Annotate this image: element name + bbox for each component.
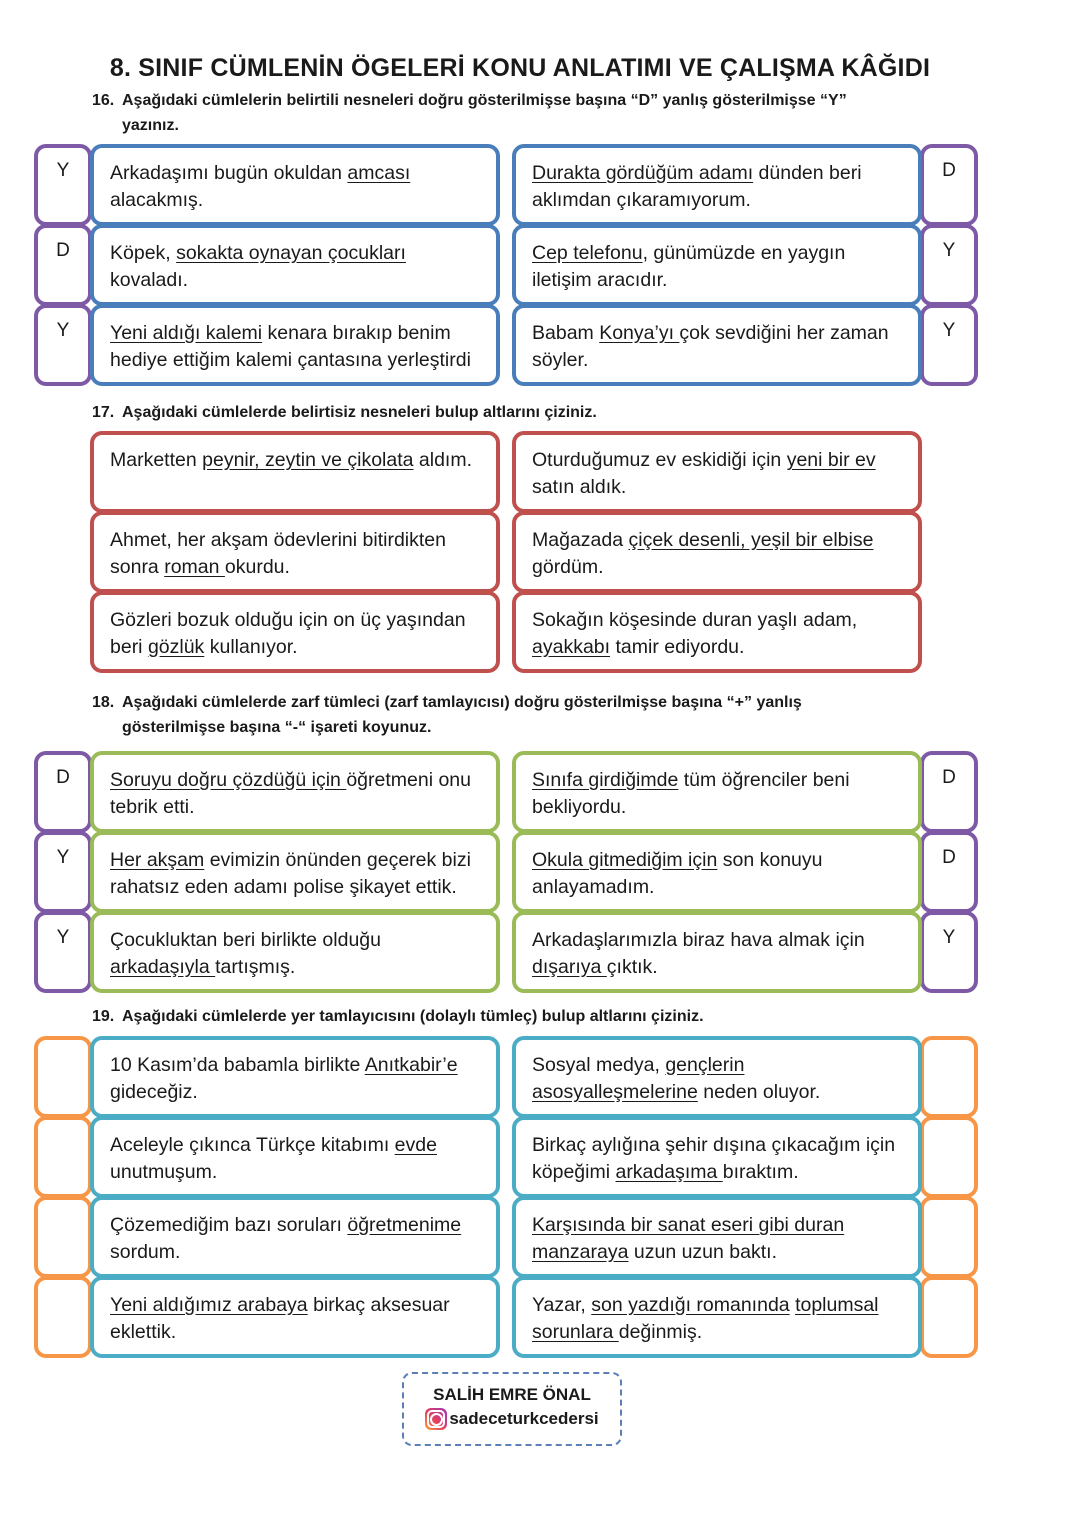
underlined-phrase: son yazdığı romanında: [591, 1294, 790, 1316]
sentence-box-right: [512, 911, 922, 993]
sentence-text: birkaç aksesuar eklettik.: [110, 1294, 450, 1343]
sentence-box-left: [90, 224, 500, 306]
answer-box-left[interactable]: Y: [34, 304, 92, 386]
answer-box-right[interactable]: Y: [920, 911, 978, 993]
question-19: [92, 1004, 932, 1029]
sentence-text: sordum.: [110, 1241, 181, 1263]
question-16: [92, 88, 932, 138]
sentence-text: tamir ediyordu.: [610, 636, 745, 658]
underlined-phrase: gözlük: [147, 636, 205, 658]
sentence-box-right: [512, 1196, 922, 1278]
question-text: Aşağıdaki cümlelerde zarf tümleci (zarf tamlayıcısı) doğru gösterilmişse başına “+” yanlış: [122, 694, 802, 711]
sentence-text: Çocukluktan beri birlikte olduğu: [110, 929, 381, 951]
sentence-box-right: [512, 1276, 922, 1358]
sentence-box-left: [90, 591, 500, 673]
underlined-phrase: Karşısında bir sanat eseri gibi duran manzaraya: [532, 1214, 845, 1263]
sentence-box-left: [90, 911, 500, 993]
sentence-box-right: [512, 511, 922, 593]
answer-box-left[interactable]: D: [34, 224, 92, 306]
sentence-text: dünden beri aklımdan çıkaramıyorum.: [532, 162, 862, 211]
answer-box-left[interactable]: [34, 1036, 92, 1118]
underlined-phrase: arkadaşıma: [615, 1161, 723, 1183]
sentence-text: 10 Kasım’da babamla birlikte: [110, 1054, 365, 1076]
sentence-text: tüm öğrenciler beni bekliyordu.: [532, 769, 850, 818]
sentence-text: Ahmet, her akşam ödevlerini bitirdikten sonra: [110, 529, 446, 578]
sentence-box-left: [90, 431, 500, 513]
answer-box-right[interactable]: D: [920, 144, 978, 226]
sentence-text: unutmuşum.: [110, 1161, 218, 1183]
sentence-text: Aceleyle çıkınca Türkçe kitabımı: [110, 1134, 395, 1156]
sentence-box-right: [512, 1036, 922, 1118]
sentence-text: Çözemediğim bazı soruları: [110, 1214, 348, 1236]
sentence-text: uzun uzun baktı.: [628, 1241, 777, 1263]
sentence-text: Arkadaşlarımızla biraz hava almak için: [532, 929, 865, 951]
answer-box-right[interactable]: [920, 1196, 978, 1278]
sentence-text: değinmiş.: [618, 1321, 703, 1343]
underlined-phrase: peynir, zeytin ve çikolata: [202, 449, 414, 471]
sentence-box-right: [512, 224, 922, 306]
underlined-phrase: Durakta gördüğüm adamı: [532, 162, 754, 184]
underlined-phrase: Sınıfa girdiğimde: [532, 769, 679, 791]
underlined-phrase: evde: [394, 1134, 437, 1156]
sentence-text: evimizin önünden geçerek bizi rahatsız eden adamı polise şikayet ettik.: [110, 849, 471, 898]
answer-box-left[interactable]: [34, 1116, 92, 1198]
underlined-phrase: Her akşam: [110, 849, 205, 871]
sentence-text: kovaladı.: [110, 269, 189, 291]
underlined-phrase: öğretmenime: [347, 1214, 462, 1236]
sentence-box-right: [512, 304, 922, 386]
answer-box-right[interactable]: D: [920, 751, 978, 833]
sentence-box-left: [90, 511, 500, 593]
underlined-phrase: dışarıya: [532, 956, 607, 978]
question-number: 17.: [92, 404, 115, 421]
underlined-phrase: Konya’yı: [599, 322, 680, 344]
answer-box-right[interactable]: D: [920, 831, 978, 913]
underlined-phrase: Okula gitmediğim için: [532, 849, 718, 871]
sentence-box-left: [90, 1116, 500, 1198]
underlined-phrase: Yeni aldığımız arabaya: [110, 1294, 308, 1316]
question-text: Aşağıdaki cümlelerde belirtisiz nesneleri bulup altlarını çiziniz.: [122, 404, 597, 421]
answer-box-right[interactable]: [920, 1116, 978, 1198]
sentence-box-left: [90, 144, 500, 226]
sentence-text: çıktık.: [606, 956, 658, 978]
underlined-phrase: Anıtkabir’e: [364, 1054, 458, 1076]
sentence-text: Birkaç aylığına şehir dışına çıkacağım için köpeğimi: [532, 1134, 896, 1183]
instagram-handle[interactable]: [404, 1408, 620, 1430]
sentence-text: tartışmış.: [215, 956, 296, 978]
sentence-box-left: [90, 304, 500, 386]
question-number: 16.: [92, 92, 115, 109]
sentence-text: kullanıyor.: [204, 636, 298, 658]
sentence-box-left: [90, 1196, 500, 1278]
sentence-text: okurdu.: [224, 556, 290, 578]
sentence-text: Oturduğumuz ev eskidiği için: [532, 449, 787, 471]
question-number: 19.: [92, 1008, 115, 1025]
sentence-box-right: [512, 144, 922, 226]
sentence-text: , günümüzde en yaygın iletişim aracıdır.: [532, 242, 846, 291]
sentence-box-left: [90, 1276, 500, 1358]
sentence-text: neden oluyor.: [697, 1081, 821, 1103]
underlined-phrase: çiçek desenli, yeşil bir elbise: [628, 529, 874, 551]
sentence-text: Sosyal medya,: [532, 1054, 666, 1076]
underlined-phrase: roman: [164, 556, 225, 578]
sentence-box-left: [90, 751, 500, 833]
sentence-text: kenara bırakıp benim hediye ettiğim kalemi çantasına yerleştirdi: [110, 322, 471, 371]
sentence-box-right: [512, 831, 922, 913]
author-signature: [402, 1372, 622, 1446]
answer-box-right[interactable]: [920, 1276, 978, 1358]
answer-box-left[interactable]: Y: [34, 831, 92, 913]
question-text: Aşağıdaki cümlelerin belirtili nesneleri doğru gösterilmişse başına “D” yanlış gösterilmişse “Y”: [122, 92, 847, 109]
page-title: 8. SINIF CÜMLENİN ÖGELERİ KONU ANLATIMI VE ÇALIŞMA KÂĞIDI: [109, 54, 931, 82]
underlined-phrase: Cep telefonu: [532, 242, 643, 264]
underlined-phrase: amcası: [347, 162, 411, 184]
answer-box-right[interactable]: [920, 1036, 978, 1118]
question-text: Aşağıdaki cümlelerde yer tamlayıcısını (dolaylı tümleç) bulup altlarını çiziniz.: [122, 1008, 704, 1025]
sentence-box-right: [512, 751, 922, 833]
sentence-box-right: [512, 431, 922, 513]
author-name: SALİH EMRE ÖNAL: [433, 1385, 591, 1404]
sentence-text: Köpek,: [110, 242, 177, 264]
question-18: [92, 690, 932, 740]
question-number: 18.: [92, 694, 115, 711]
sentence-text: Mağazada: [532, 529, 629, 551]
sentence-text: gördüm.: [532, 556, 604, 578]
question-text-cont: yazınız.: [122, 117, 179, 134]
underlined-phrase: sokakta oynayan çocukları: [176, 242, 406, 264]
underlined-phrase: yeni bir ev: [786, 449, 876, 471]
sentence-text: son konuyu anlayamadım.: [532, 849, 823, 898]
answer-box-left[interactable]: Y: [34, 911, 92, 993]
answer-box-right[interactable]: Y: [920, 304, 978, 386]
answer-box-left[interactable]: Y: [34, 144, 92, 226]
sentence-text: Babam: [532, 322, 600, 344]
underlined-phrase: arkadaşıyla: [110, 956, 216, 978]
underlined-phrase: Yeni aldığı kalemi: [110, 322, 263, 344]
answer-box-left[interactable]: D: [34, 751, 92, 833]
sentence-text: bıraktım.: [722, 1161, 799, 1183]
sentence-box-left: [90, 1036, 500, 1118]
sentence-text: Gözleri bozuk olduğu için on üç yaşından beri: [110, 609, 466, 658]
sentence-box-left: [90, 831, 500, 913]
sentence-text: gideceğiz.: [110, 1081, 198, 1103]
answer-box-left[interactable]: [34, 1196, 92, 1278]
sentence-text: öğretmeni onu tebrik etti.: [110, 769, 471, 818]
question-17: [92, 400, 932, 425]
instagram-icon: [425, 1408, 447, 1430]
sentence-text: alacakmış.: [110, 189, 204, 211]
sentence-text: Marketten: [110, 449, 203, 471]
sentence-text: aldım.: [413, 449, 473, 471]
sentence-box-right: [512, 1116, 922, 1198]
sentence-text: Yazar,: [532, 1294, 592, 1316]
sentence-box-right: [512, 591, 922, 673]
question-text-cont: gösterilmişse başına “-“ işareti koyunuz.: [122, 719, 432, 736]
sentence-text: Sokağın köşesinde duran yaşlı adam,: [532, 609, 858, 631]
instagram-handle-text: sadeceturkcedersi: [449, 1409, 599, 1428]
underlined-phrase: Soruyu doğru çözdüğü için: [110, 769, 347, 791]
underlined-phrase: toplumsal sorunlara: [532, 1294, 879, 1343]
answer-box-right[interactable]: Y: [920, 224, 978, 306]
answer-box-left[interactable]: [34, 1276, 92, 1358]
underlined-phrase: ayakkabı: [532, 636, 611, 658]
sentence-text: çok sevdiğini her zaman söyler.: [532, 322, 889, 371]
underlined-phrase: gençlerin asosyalleşmelerine: [532, 1054, 745, 1103]
sentence-text: Arkadaşımı bugün okuldan: [110, 162, 348, 184]
sentence-text: satın aldık.: [532, 476, 627, 498]
